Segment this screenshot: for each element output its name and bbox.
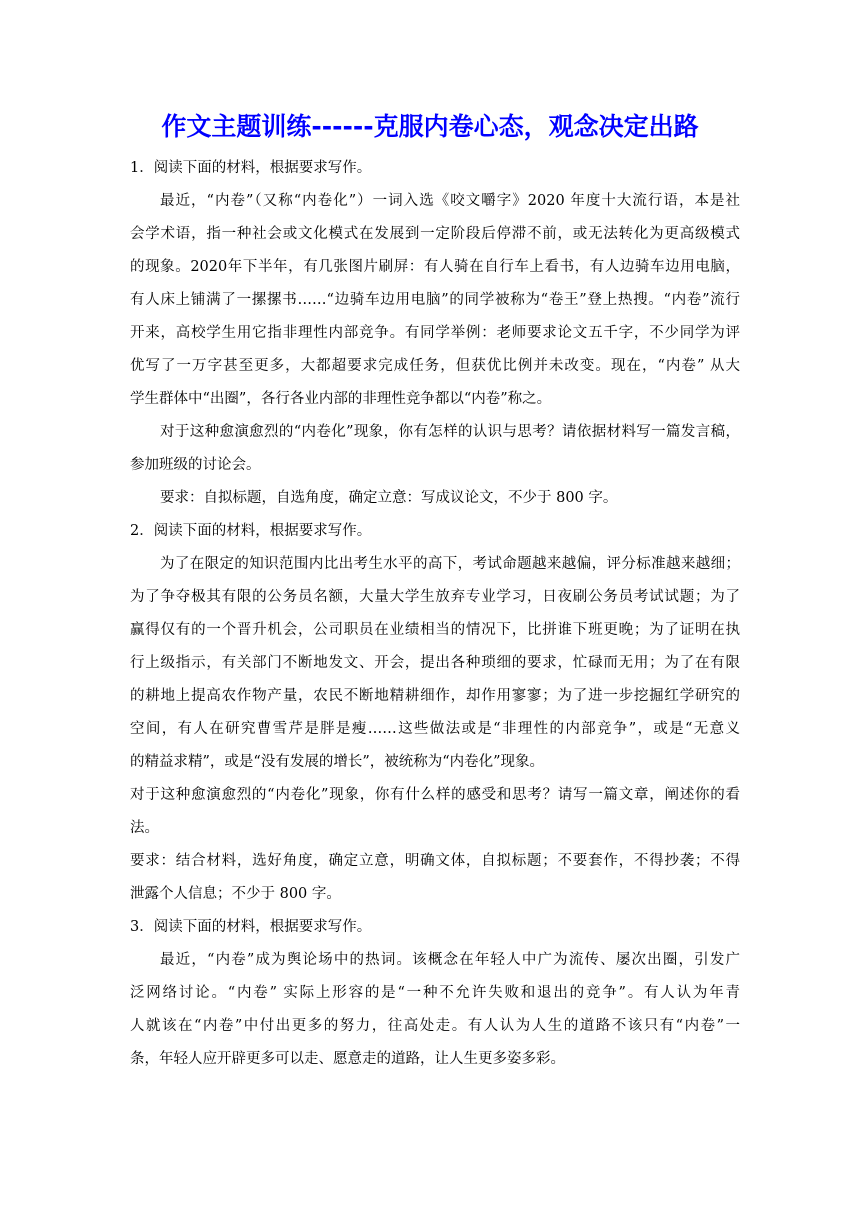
text-line: 法。 [130,820,159,836]
text-line: 开来，高校学生用它指非理性内部竞争。有同学举例：老师要求论文五千字，不少同学为评 [130,325,740,341]
text-line: 的现象。2020年下半年，有几张图片刷屏：有人骑在自行车上看书，有人边骑车边用电脑， [130,259,740,275]
text-line: 为了争夺极其有限的公务员名额，大量大学生放弃专业学习，日夜刷公务员考试试题；为了 [130,589,740,605]
text-line: 要求：自拟标题，自选角度，确定立意：写成议论文，不少于 800 字。 [160,490,618,506]
text-line: 的耕地上提高农作物产量，农民不断地精耕细作，却作用寥寥；为了进一步挖掘红学研究的 [130,688,740,704]
text-line: 对于这种愈演愈烈的“内卷化”现象，你有什么样的感受和思考？请写一篇文章，阐述你的看 [130,787,740,803]
text-line: 行上级指示，有关部门不断地发文、开会，提出各种琐细的要求，忙碌而无用；为了在有限 [130,655,740,671]
text-line: 会学术语，指一种社会或文化模式在发展到一定阶段后停滞不前，或无法转化为更高级模式 [130,226,740,242]
text-line: 空间，有人在研究曹雪芹是胖是瘦……这些做法或是“非理性的内部竞争”，或是“无意义 [130,721,740,737]
document-title: 作文主题训练------克服内卷心态，观念决定出路 [161,112,699,141]
text-line: 参加班级的讨论会。 [130,457,261,473]
text-line: 对于这种愈演愈烈的“内卷化”现象，你有怎样的认识与思考？请依据材料写一篇发言稿， [160,424,740,440]
text-line: 人就该在“内卷”中付出更多的努力，往高处走。有人认为人生的道路不该只有“内卷”一 [130,1018,740,1034]
text-line: 最近，“内卷”（又称“内卷化”）一词入选《咬文嚼字》2020 年度十大流行语，本是社 [160,193,740,209]
text-line: 泛网络讨论。“内卷” 实际上形容的是“一种不允许失败和退出的竞争”。有人认为年青 [130,985,740,1001]
text-line: 优写了一万字甚至更多，大都超要求完成任务，但获优比例并未改变。现在，“内卷” 从大 [130,358,740,374]
text-line: 要求：结合材料，选好角度，确定立意，明确文体，自拟标题；不要套作，不得抄袭；不得 [130,853,740,869]
text-line: 有人床上铺满了一摞摞书……“边骑车边用电脑”的同学被称为“卷王”登上热搜。“内卷”流行 [130,292,740,308]
text-line: 1．阅读下面的材料，根据要求写作。 [130,160,372,176]
text-line: 学生群体中“出圈”，各行各业内部的非理性竞争都以“内卷”称之。 [130,391,552,407]
document-body [130,152,740,1076]
text-line: 最近，“内卷”成为舆论场中的热词。该概念在年轻人中广为流传、屡次出圈，引发广 [160,952,740,968]
text-line: 条，年轻人应开辟更多可以走、愿意走的道路，让人生更多姿多彩。 [130,1051,565,1067]
text-line: 泄露个人信息；不少于 800 字。 [130,886,341,902]
text-line: 3．阅读下面的材料，根据要求写作。 [130,919,372,935]
text-line: 为了在限定的知识范围内比出考生水平的高下，考试命题越来越偏，评分标准越来越细； [160,556,740,572]
text-line: 赢得仅有的一个晋升机会，公司职员在业绩相当的情况下，比拼谁下班更晚；为了证明在执 [130,622,740,638]
text-line: 2．阅读下面的材料，根据要求写作。 [130,523,372,539]
text-line: 的精益求精”，或是“没有发展的增长”，被统称为“内卷化”现象。 [130,754,545,770]
